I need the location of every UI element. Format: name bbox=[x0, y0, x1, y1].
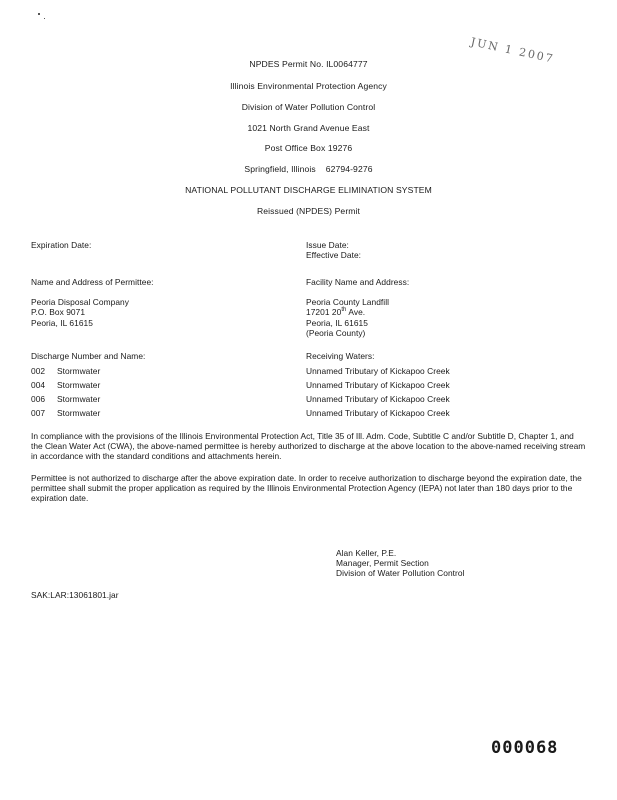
discharge-number: 002 bbox=[31, 366, 46, 376]
receiving-water: Unnamed Tributary of Kickapoo Creek bbox=[306, 394, 450, 404]
permittee-line: Peoria Disposal Company bbox=[31, 297, 129, 307]
issue-date-label: Issue Date: bbox=[306, 240, 349, 250]
expiration-paragraph: Permittee is not authorized to discharge after the above expiration date. In order to receive authorization to discharge beyond the expiration date, the permittee shall submit the proper application as required by the Illinois Environmental Protection Agency (IEPA) not later than 180 days prior to the expiration date. bbox=[31, 473, 582, 504]
signatory-division: Division of Water Pollution Control bbox=[336, 568, 465, 578]
discharge-row bbox=[31, 366, 100, 376]
city-state-zip: Springfield, Illinois 62794-9276 bbox=[244, 164, 373, 174]
division-name: Division of Water Pollution Control bbox=[241, 102, 376, 112]
scan-speck bbox=[44, 18, 45, 19]
discharge-number: 006 bbox=[31, 394, 46, 404]
facility-street-suffix: th bbox=[341, 307, 347, 314]
discharge-name: Stormwater bbox=[57, 394, 101, 404]
facility-street-number: 17201 20 bbox=[306, 307, 342, 317]
facility-address-line bbox=[306, 307, 365, 317]
page-number: 000068 bbox=[491, 738, 559, 758]
signatory-title: Manager, Permit Section bbox=[336, 558, 429, 568]
facility-line: Peoria, IL 61615 bbox=[306, 318, 368, 328]
discharge-row bbox=[31, 408, 100, 418]
discharge-number: 004 bbox=[31, 380, 46, 390]
receiving-waters-heading: Receiving Waters: bbox=[306, 351, 375, 361]
facility-line: Peoria County Landfill bbox=[306, 297, 390, 307]
permittee-line: Peoria, IL 61615 bbox=[31, 318, 93, 328]
discharge-name: Stormwater bbox=[57, 380, 101, 390]
system-title: NATIONAL POLLUTANT DISCHARGE ELIMINATION SYSTEM bbox=[185, 185, 432, 195]
discharge-row bbox=[31, 394, 100, 404]
discharge-name: Stormwater bbox=[57, 366, 101, 376]
street-address: 1021 North Grand Avenue East bbox=[247, 123, 370, 133]
receiving-water: Unnamed Tributary of Kickapoo Creek bbox=[306, 380, 450, 390]
discharge-name: Stormwater bbox=[57, 408, 101, 418]
po-box: Post Office Box 19276 bbox=[264, 143, 353, 153]
receiving-water: Unnamed Tributary of Kickapoo Creek bbox=[306, 366, 450, 376]
facility-street-name: Ave. bbox=[346, 307, 366, 317]
permit-type: Reissued (NPDES) Permit bbox=[256, 206, 361, 216]
discharge-number: 007 bbox=[31, 408, 46, 418]
permit-number: NPDES Permit No. IL0064777 bbox=[249, 59, 368, 69]
expiration-date-label: Expiration Date: bbox=[31, 240, 92, 250]
agency-name: Illinois Environmental Protection Agency bbox=[230, 81, 387, 91]
facility-line: (Peoria County) bbox=[306, 328, 366, 338]
discharge-heading: Discharge Number and Name: bbox=[31, 351, 146, 361]
file-reference: SAK:LAR:13061801.jar bbox=[31, 590, 119, 600]
permittee-line: P.O. Box 9071 bbox=[31, 307, 86, 317]
discharge-row bbox=[31, 380, 100, 390]
receiving-water: Unnamed Tributary of Kickapoo Creek bbox=[306, 408, 450, 418]
compliance-paragraph: In compliance with the provisions of the Illinois Environmental Protection Act, Title 35 of Ill. Adm. Code, Subtitle C and/or Subtitle D, Chapter 1, and the Clean Water Act (CWA), the above-named permittee is hereby authorized to discharge at the above location to the above-named receiving stream in accordance with the standard conditions and attachments herein. bbox=[31, 431, 586, 462]
permittee-heading: Name and Address of Permittee: bbox=[31, 277, 154, 287]
signatory-name: Alan Keller, P.E. bbox=[336, 548, 397, 558]
facility-heading: Facility Name and Address: bbox=[306, 277, 410, 287]
scan-speck bbox=[38, 13, 40, 15]
effective-date-label: Effective Date: bbox=[306, 250, 362, 260]
received-stamp: JUN 1 2007 bbox=[469, 35, 556, 66]
